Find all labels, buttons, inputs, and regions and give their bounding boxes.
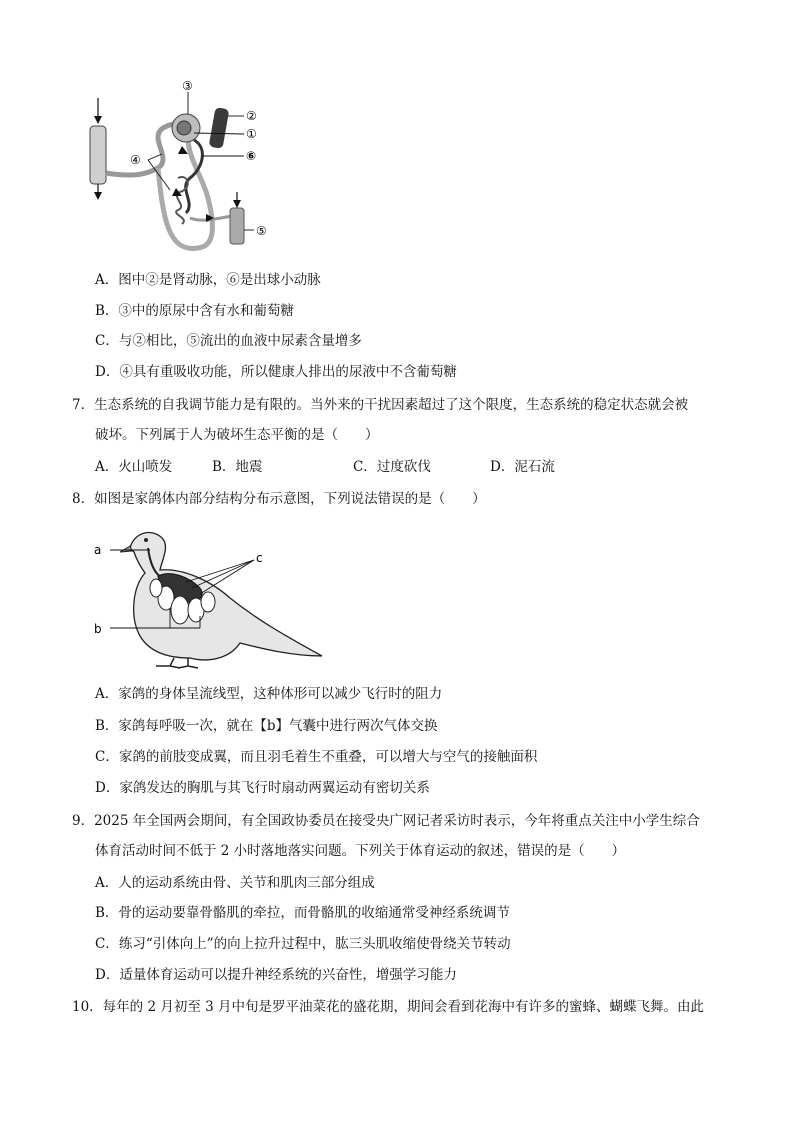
label-5: ⑤ (256, 224, 267, 238)
label-6: ⑥ (246, 149, 257, 163)
pigeon-figure (90, 518, 330, 670)
label-4: ④ (130, 153, 141, 167)
label-b: b (94, 622, 102, 636)
q6-option-d: D．④具有重吸收功能，所以健康人排出的尿液中不含葡萄糖 (95, 364, 457, 380)
q7-stem-line1: 7．生态系统的自我调节能力是有限的。当外来的干扰因素超过了这个限度，生态系统的稳定状态就会被 (72, 397, 689, 413)
q9-stem-line1: 9．2025 年全国两会期间，有全国政协委员在接受央广网记者采访时表示，今年将重点关注中小学生综合 (72, 813, 700, 829)
q6-option-a: A．图中②是肾动脉，⑥是出球小动脉 (95, 272, 321, 288)
q10-stem-line1: 10．每年的 2 月初至 3 月中旬是罗平油菜花的盛花期，期间会看到花海中有许多的蜜蜂、蝴蝶飞舞。由此 (72, 999, 705, 1015)
q9-stem-line2: 体育活动时间不低于 2 小时落地落实问题。下列关于体育运动的叙述，错误的是（ ） (95, 843, 626, 859)
q9-option-a: A．人的运动系统由骨、关节和肌肉三部分组成 (95, 875, 375, 891)
label-1: ① (246, 127, 257, 141)
q8-stem: 8．如图是家鸽体内部分结构分布示意图，下列说法错误的是（ ） (72, 491, 486, 507)
q8-option-a: A．家鸽的身体呈流线型，这种体形可以减少飞行时的阻力 (95, 686, 443, 702)
q6-option-c: C．与②相比，⑤流出的血液中尿素含量增多 (95, 333, 362, 349)
q7-option-d: D．泥石流 (490, 459, 555, 475)
label-3: ③ (182, 79, 193, 93)
q7-option-a: A．火山喷发 (95, 459, 173, 475)
q8-option-d: D．家鸽发达的胸肌与其飞行时扇动两翼运动有密切关系 (95, 780, 430, 796)
q9-option-d: D．适量体育运动可以提升神经系统的兴奋性，增强学习能力 (95, 967, 457, 983)
q8-option-c: C．家鸽的前肢变成翼，而且羽毛着生不重叠，可以增大与空气的接触面积 (95, 749, 538, 765)
q8-option-b: B．家鸽每呼吸一次，就在【b】气囊中进行两次气体交换 (95, 718, 438, 734)
q7-option-b: B．地震 (212, 459, 263, 475)
label-a: a (94, 543, 102, 557)
nephron-figure (78, 78, 278, 258)
label-c: c (256, 551, 263, 565)
q9-option-b: B．骨的运动要靠骨骼肌的牵拉，而骨骼肌的收缩通常受神经系统调节 (95, 905, 510, 921)
q7-option-c: C．过度砍伐 (353, 459, 431, 475)
q6-option-b: B．③中的原尿中含有水和葡萄糖 (95, 303, 294, 319)
label-2: ② (246, 109, 257, 123)
q7-stem-line2: 破坏。下列属于人为破坏生态平衡的是（ ） (95, 427, 379, 443)
q9-option-c: C．练习“引体向上”的向上拉升过程中，肱三头肌收缩使骨绕关节转动 (95, 936, 511, 952)
